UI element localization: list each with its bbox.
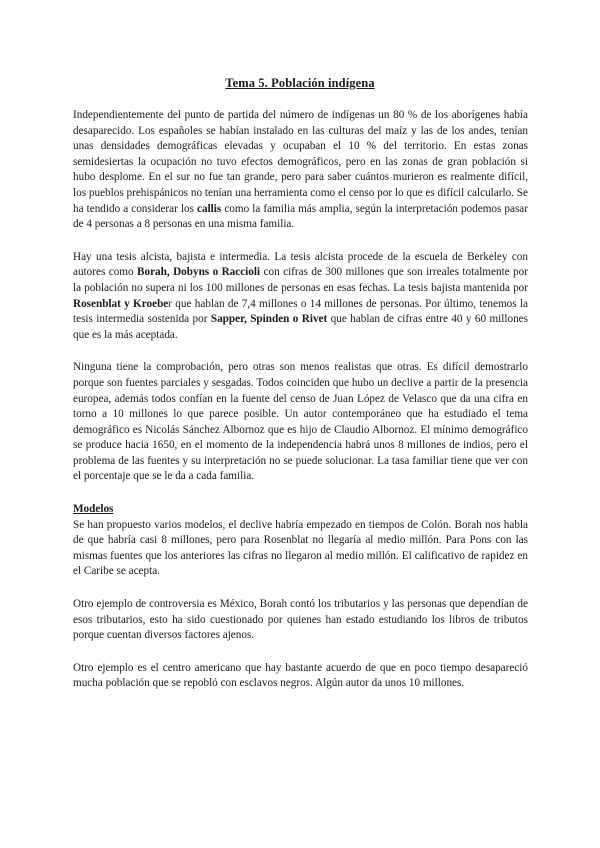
text-run: que hablan de cifras entre 40 y 60 millones que es la más aceptada. (73, 313, 528, 341)
document-body (73, 108, 528, 692)
bold-term: callis (197, 202, 222, 215)
section-paragraph-2 (73, 597, 528, 644)
text-run: como la familia más amplia, según la interpretación podemos pasar de 4 personas a 8 personas en una misma familia. (73, 202, 528, 231)
paragraph-2 (73, 250, 528, 344)
text-run: r que hablan de 7,4 millones o 14 millones de personas. Por último, tenemos la tesis intermedia sostenida por (73, 297, 528, 326)
text-run: Se han propuesto varios modelos, el declive habría empezado en tiempos de Colón. Borah nos habla de que habría casi 8 millones, pero para Rosenblat no llegaría al medio millón. Para Pons con las mismas fuentes que los anteriores las cifras no llegaron al medio millón. El calificativo de rapidez en el Caribe se acepta. (73, 518, 528, 578)
text-run: Ninguna tiene la comprobación, pero otras son menos realistas que otras. Es difícil demostrarlo porque son fuentes parciales y sesgadas. Todos coinciden que hubo un declive a partir de la presencia europea, además todos confían en la fuente del censo de Juan López de Velasco que da una cifra en torno a 10 millones lo que parece posible. Un autor contemporáneo que ha estudiado el tema demográfico es Nicolás Sánchez Albornoz que es hijo de Claudio Albornoz. El mínimo demográfico se produce hacia 1650, en el momento de la independencia habrá unos 8 millones de indios, pero el problema de las fuentes y su interpretación no se puede solucionar. La tasa familiar tiene que ver con el porcentaje que se le da a cada familia. (73, 361, 528, 483)
bold-term: Rosenblat y Kroebe (73, 297, 169, 310)
bold-term: Sapper, Spinden o Rivet (210, 313, 328, 326)
text-run: Otro ejemplo es el centro americano que hay bastante acuerdo de que en poco tiempo desapareció mucha población que se repobló con esclavos negros. Algún autor da unos 10 millones. (73, 661, 528, 690)
text-run: Independientemente del punto de partida del número de indígenas un 80 % de los aborígenes había desaparecido. Los españoles se habían instalado en las culturas del maíz y las de los andes, tenían unas densidades demográficas elevadas y ocupaban el 10 % del territorio. En estas zonas semidesiertas la ocupación no tuvo efectos demográficos, pero en las zonas de gran población si hubo desplome. En el sur no fue tan grande, pero para saber cuántos murieron es realmente difícil, los pueblos prehispánicos no tenían una herramienta como el censo por lo que es difícil calcularlo. Se ha tendido a considerar los (73, 109, 528, 215)
page-title: Tema 5. Población indígena (225, 76, 375, 90)
paragraph-3 (73, 360, 528, 485)
text-run: Hay una tesis alcista, bajista e intermedia. La tesis alcista procede de la escuela de Berkeley con autores como (73, 250, 528, 279)
bold-term: Borah, Dobyns o Raccioli (137, 266, 261, 279)
text-run: Otro ejemplo de controversia es México, Borah contó los tributarios y las personas que dependían de esos tributarios, esto ha sido cuestionado por quienes han estado estudiando los libros de tributos porque cuentan diversos factores ajenos. (73, 598, 528, 642)
paragraph-1 (73, 108, 528, 233)
section-paragraph-3 (73, 661, 528, 692)
text-run: con cifras de 300 millones que son irreales totalmente por la población no supera ni los 100 millones de personas en esas fechas. La tesis bajista mantenida por (73, 266, 528, 294)
section-paragraph-1 (73, 518, 528, 580)
section-heading: Modelos (73, 503, 114, 516)
